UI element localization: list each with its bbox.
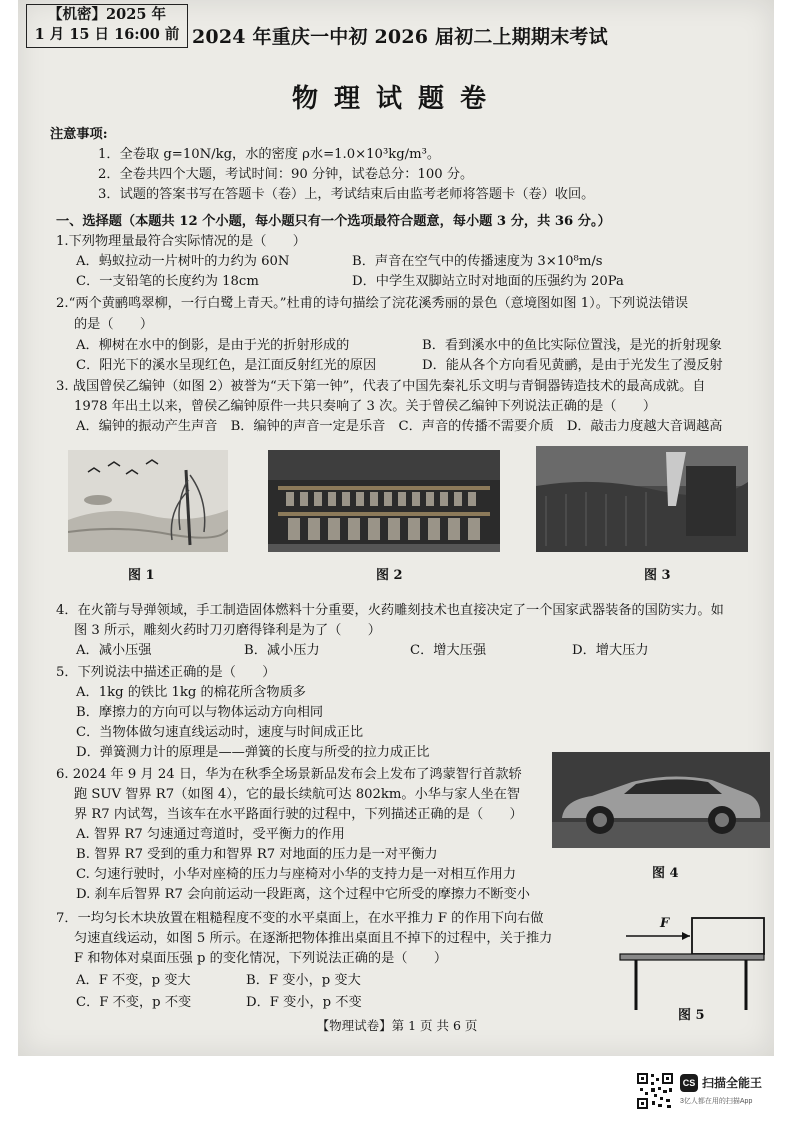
cs-logo-icon: CS (680, 1074, 698, 1092)
figure-5-caption: 图 5 (678, 1008, 705, 1023)
q2-option-d: D．能从各个方向看见黄鹂，是由于光发生了漫反射 (422, 358, 723, 373)
notes-heading: 注意事项: (50, 127, 108, 142)
q4-option-c: C．增大压强 (410, 643, 487, 658)
note-item-2: 2．全卷共四个大题，考试时间：90 分钟，试卷总分：100 分。 (98, 167, 474, 182)
q6-option-a: A. 智界 R7 匀速通过弯道时，受平衡力的作用 (76, 827, 345, 842)
q1-option-c: C．一支铅笔的长度约为 18cm (76, 274, 259, 289)
confidential-box (26, 4, 188, 48)
q2-option-b: B．看到溪水中的鱼比实际位置浅，是光的折射现象 (422, 338, 722, 353)
q7-option-b: B．F 变小，p 变大 (246, 973, 361, 988)
q7-stem-line-1: 7．一均匀长木块放置在粗糙程度不变的水平桌面上，在水平推力 F 的作用下向右做 (56, 911, 544, 926)
q6-option-c: C. 匀速行驶时，小华对座椅的压力与座椅对小华的支持力是一对相互作用力 (76, 867, 517, 882)
q3-stem-line-2: 1978 年出土以来，曾侯乙编钟原件一共只奏响了 3 次。关于曾侯乙编钟下列说法正确的是（ ） (74, 399, 657, 414)
q1-option-a: A．蚂蚁拉动一片树叶的力约为 60N (76, 254, 290, 269)
figure-4-caption: 图 4 (652, 866, 679, 881)
q7-stem-line-2: 匀速直线运动，如图 5 所示。在逐渐把物体推出桌面且不掉下的过程中，关于推力 (74, 931, 553, 946)
qr-code-icon (636, 1072, 674, 1110)
exam-title: 2024 年重庆一中初 2026 届初二上期期末考试 (192, 26, 608, 48)
wood-block (692, 918, 764, 954)
q7-option-c: C．F 不变，p 不变 (76, 995, 192, 1010)
q2-option-c: C．阳光下的溪水呈现红色，是江面反射红光的原因 (76, 358, 377, 373)
q2-option-a: A．柳树在水中的倒影，是由于光的折射形成的 (76, 338, 350, 353)
q4-stem-line-2: 图 3 所示，雕刻火药时刀刃磨得锋利是为了（ ） (74, 623, 381, 638)
figure-2-bells (268, 450, 500, 552)
figure-4-car (552, 752, 770, 848)
scanner-watermark (636, 1072, 786, 1112)
q5-option-d: D．弹簧测力计的原理是——弹簧的长度与所受的拉力成正比 (76, 745, 430, 760)
q1-option-b: B．声音在空气中的传播速度为 3×10⁸m/s (352, 254, 603, 269)
q6-stem-line-2: 跑 SUV 智界 R7（如图 4），它的最长续航可达 802km。小华与家人坐在智 (74, 787, 521, 802)
q4-option-d: D．增大压力 (572, 643, 649, 658)
figure-3-carving (536, 446, 748, 552)
q6-option-b: B. 智界 R7 受到的重力和智界 R7 对地面的压力是一对平衡力 (76, 847, 438, 862)
figure-2-caption: 图 2 (376, 568, 403, 583)
q3-options: A．编钟的振动产生声音 B．编钟的声音一定是乐音 C．声音的传播不需要介质 D．敲击力度越大音调越高 (76, 419, 723, 434)
q3-stem-line-1: 3. 战国曾侯乙编钟（如图 2）被誉为“天下第一钟”，代表了中国先秦礼乐文明与青铜器铸造技术的最高成就。自 (56, 379, 706, 394)
q4-option-b: B．减小压力 (244, 643, 320, 658)
q5-option-a: A．1kg 的铁比 1kg 的棉花所含物质多 (76, 685, 306, 700)
q2-stem-line-2: 的是（ ） (74, 317, 154, 332)
q5-option-b: B．摩擦力的方向可以与物体运动方向相同 (76, 705, 324, 720)
q2-stem-line-1: 2.“两个黄鹂鸣翠柳，一行白鹭上青天。”杜甫的诗句描绘了浣花溪秀丽的景色（意境图如图 1）。下列说法错误 (56, 296, 689, 311)
paper-title: 物理试题卷 (291, 84, 502, 114)
q5-stem: 5．下列说法中描述正确的是（ ） (56, 665, 276, 680)
figure-1-landscape (68, 450, 228, 552)
q7-option-d: D．F 变小，p 不变 (246, 995, 362, 1010)
page-footer: 【物理试卷】第 1 页 共 6 页 (316, 1018, 478, 1033)
confidential-line-1: 【机密】2025 年 (48, 6, 166, 23)
confidential-line-2: 1 月 15 日 16:00 前 (34, 26, 180, 43)
force-label: F (660, 916, 670, 931)
figure-3-caption: 图 3 (644, 568, 671, 583)
q5-option-c: C．当物体做匀速直线运动时，速度与时间成正比 (76, 725, 364, 740)
q1-option-d: D．中学生双脚站立时对地面的压强约为 20Pa (352, 274, 624, 289)
q1-stem: 1.下列物理量最符合实际情况的是（ ） (56, 234, 306, 249)
q6-stem-line-1: 6. 2024 年 9 月 24 日，华为在秋季全场景新品发布会上发布了鸿蒙智行首款轿 (56, 767, 522, 782)
section-heading: 一、选择题（本题共 12 个小题，每小题只有一个选项最符合题意，每小题 3 分，共 36 分。） (56, 214, 611, 229)
note-item-3: 3．试题的答案书写在答题卡（卷）上，考试结束后由监考老师将答题卡（卷）收回。 (98, 187, 595, 202)
q7-stem-line-3: F 和物体对桌面压强 p 的变化情况，下列说法正确的是（ ） (74, 951, 448, 966)
q6-stem-line-3: 界 R7 内试驾，当该车在水平路面行驶的过程中，下列描述正确的是（ ） (74, 807, 523, 822)
note-item-1: 1．全卷取 g=10N/kg，水的密度 ρ水=1.0×10³kg/m³。 (98, 147, 441, 162)
scanner-name: 扫描全能王 (702, 1076, 763, 1090)
q7-option-a: A．F 不变，p 变大 (76, 973, 191, 988)
q4-stem-line-1: 4．在火箭与导弹领域，手工制造固体燃料十分重要，火药雕刻技术也直接决定了一个国家武器装备的国防实力。如 (56, 603, 724, 618)
q4-option-a: A．减小压强 (76, 643, 152, 658)
q6-option-d: D. 刹车后智界 R7 会向前运动一段距离，这个过程中它所受的摩擦力不断变小 (76, 887, 530, 902)
scanner-tagline: 3亿人都在用的扫描App (680, 1098, 753, 1105)
figure-1-caption: 图 1 (128, 568, 155, 583)
